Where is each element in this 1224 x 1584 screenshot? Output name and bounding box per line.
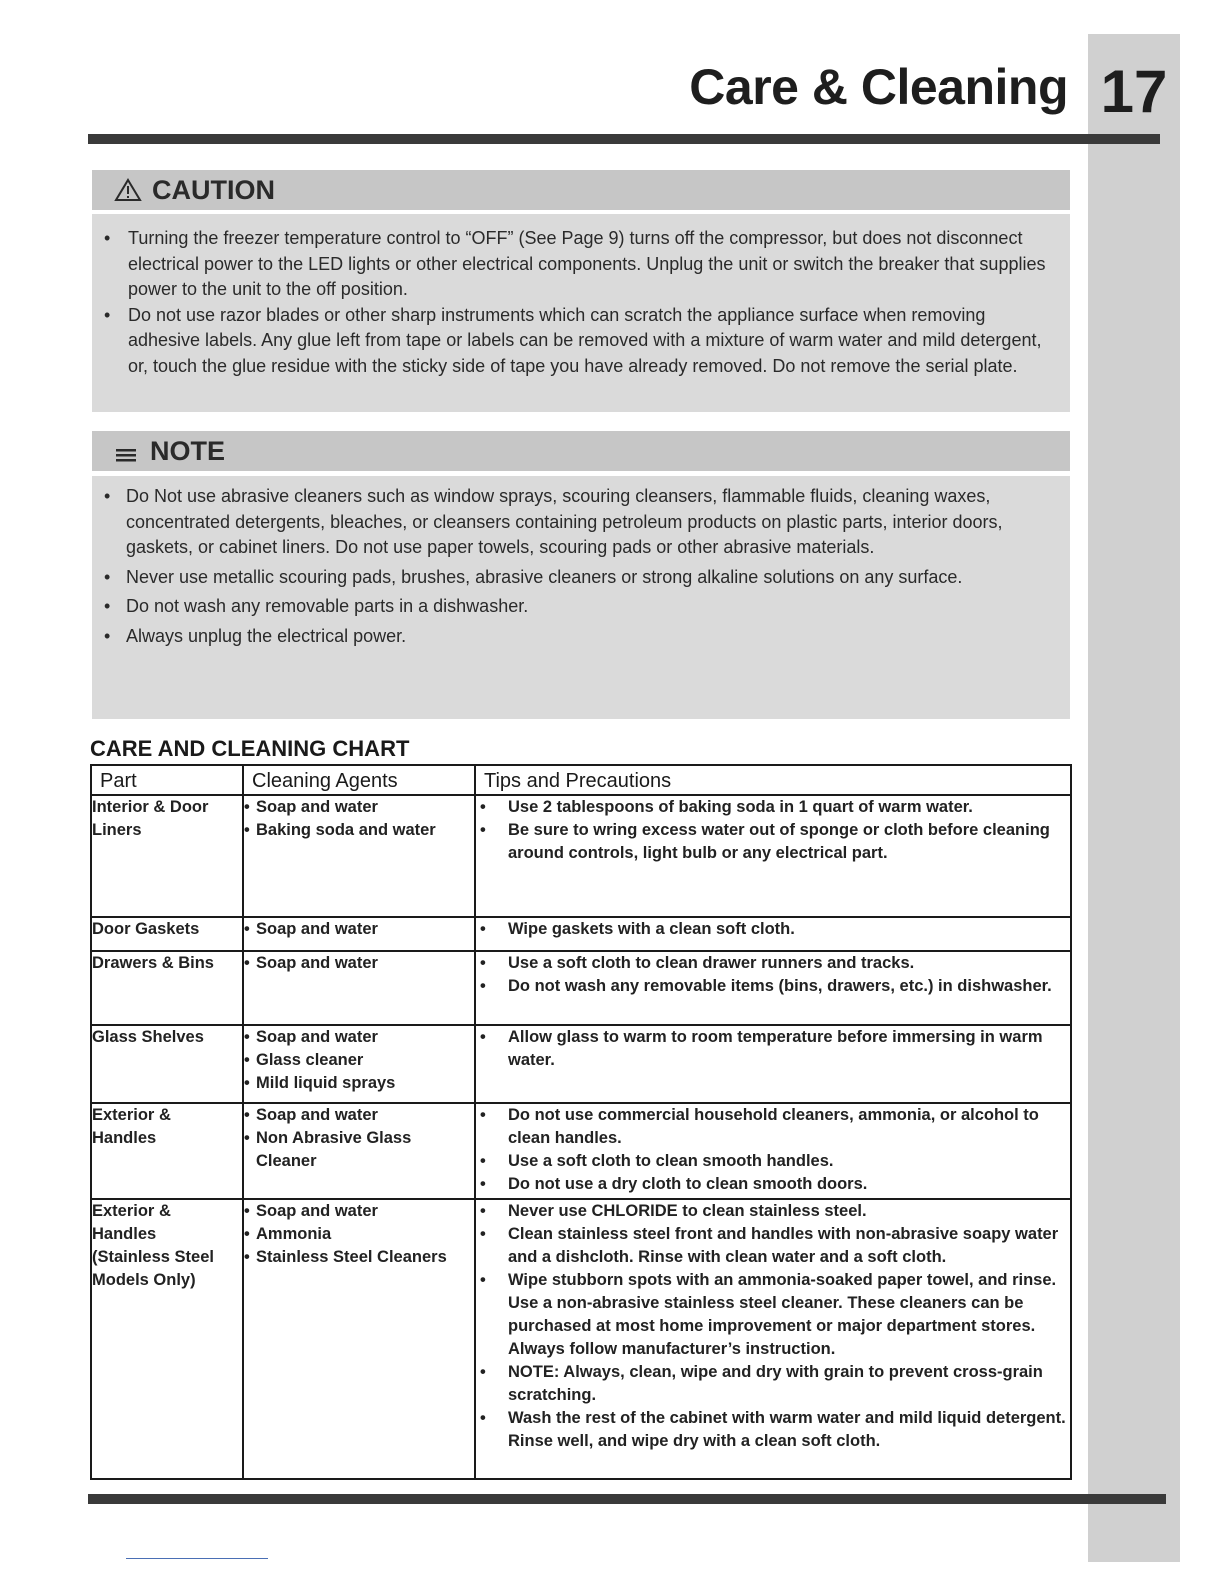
tips-cell — [475, 951, 1071, 1025]
part-line: Door Gaskets — [92, 920, 200, 938]
part-cell — [91, 1199, 243, 1479]
agent-item: • Mild liquid sprays — [244, 1072, 474, 1095]
agents-cell — [243, 1199, 475, 1479]
table-row — [91, 1199, 1071, 1479]
agent-item: • Baking soda and water — [244, 819, 474, 842]
page-title: Care & Cleaning — [689, 59, 1068, 115]
agent-item: • Soap and water — [244, 918, 474, 941]
footer-link-line — [126, 1558, 268, 1559]
agents-cell — [243, 951, 475, 1025]
agents-cell — [243, 917, 475, 951]
caution-header — [92, 170, 1070, 210]
header-rule — [88, 134, 1160, 144]
part-line: Models Only) — [92, 1271, 196, 1289]
tip-item: • Never use CHLORIDE to clean stainless steel. — [476, 1200, 1070, 1223]
agent-item: • Ammonia — [244, 1223, 474, 1246]
agent-item: • Glass cleaner — [244, 1049, 474, 1072]
part-cell — [91, 1103, 243, 1199]
part-line: Interior & Door — [92, 798, 209, 816]
table-header-row — [91, 765, 1071, 795]
agents-cell — [243, 1103, 475, 1199]
tip-item: • NOTE: Always, clean, wipe and dry with grain to prevent cross-grain scratching. — [476, 1361, 1070, 1407]
table-row — [91, 795, 1071, 917]
table-row — [91, 917, 1071, 951]
part-cell — [91, 795, 243, 917]
tip-item: • Use 2 tablespoons of baking soda in 1 quart of warm water. — [476, 796, 1070, 819]
note-heading: NOTE — [150, 435, 226, 466]
table-row — [91, 1103, 1071, 1199]
part-line: Handles — [92, 1225, 157, 1243]
column-header-part: Part — [91, 765, 243, 795]
tips-cell — [475, 1199, 1071, 1479]
agents-cell — [243, 795, 475, 917]
agent-item: • Soap and water — [244, 796, 474, 819]
note-item: • Always unplug the electrical power. — [100, 624, 1060, 650]
chart-title: CARE AND CLEANING CHART — [90, 736, 410, 761]
part-line: Exterior & — [92, 1202, 171, 1220]
tips-cell — [475, 795, 1071, 917]
part-cell — [91, 917, 243, 951]
agent-item: • Soap and water — [244, 1104, 474, 1127]
agents-cell — [243, 1025, 475, 1103]
part-line: Glass Shelves — [92, 1028, 204, 1046]
part-cell — [91, 1025, 243, 1103]
page-number: 17 — [1100, 58, 1168, 125]
tip-item: • Be sure to wring excess water out of sponge or cloth before cleaning around controls, light bulb or any electrical part. — [476, 819, 1070, 865]
tip-item: • Wipe gaskets with a clean soft cloth. — [476, 918, 1070, 941]
warning-triangle-icon — [114, 178, 142, 202]
part-line: (Stainless Steel — [92, 1248, 214, 1266]
tip-item: • Use a soft cloth to clean drawer runners and tracks. — [476, 952, 1070, 975]
caution-item: • Do not use razor blades or other sharp instruments which can scratch the appliance surface when removing adhesive labels. Any glue left from tape or labels can be removed with a mixture of warm water and mild detergent, or, touch the glue residue with the sticky side of tape you have already removed. Do not remove the serial plate. — [100, 303, 1060, 380]
tips-cell — [475, 1025, 1071, 1103]
note-lines-icon — [114, 441, 140, 461]
part-line: Drawers & Bins — [92, 954, 214, 972]
note-panel — [92, 476, 1070, 719]
part-line: Handles — [92, 1129, 157, 1147]
part-line: Liners — [92, 821, 142, 839]
note-header — [92, 431, 1070, 471]
tip-item: • Use a soft cloth to clean smooth handles. — [476, 1150, 1070, 1173]
note-item: • Never use metallic scouring pads, brushes, abrasive cleaners or strong alkaline solutions on any surface. — [100, 565, 1060, 591]
agent-item: • Non Abrasive Glass Cleaner — [244, 1127, 474, 1173]
note-item: • Do Not use abrasive cleaners such as window sprays, scouring cleansers, flammable fluids, cleaning waxes, concentrated detergents, bleaches, or cleansers containing petroleum products on plastic parts, interior doors, gaskets, or cabinet liners. Do not use paper towels, scouring pads or other abrasive materials. — [100, 484, 1060, 561]
side-tab-strip — [1088, 34, 1180, 1562]
tip-item: • Wash the rest of the cabinet with warm water and mild liquid detergent. Rinse well, and wipe dry with a clean soft cloth. — [476, 1407, 1070, 1453]
column-header-tips: Tips and Precautions — [475, 765, 1071, 795]
agent-item: • Stainless Steel Cleaners — [244, 1246, 474, 1269]
note-item: • Do not wash any removable parts in a dishwasher. — [100, 594, 1060, 620]
agent-item: • Soap and water — [244, 1200, 474, 1223]
part-cell — [91, 951, 243, 1025]
part-line: Exterior & — [92, 1106, 171, 1124]
caution-item: • Turning the freezer temperature control to “OFF” (See Page 9) turns off the compressor, but does not disconnect electrical power to the LED lights or other electrical components. Unplug the unit or switch the breaker that supplies power to the unit to the off position. — [100, 226, 1060, 303]
agent-item: • Soap and water — [244, 952, 474, 975]
agent-item: • Soap and water — [244, 1026, 474, 1049]
tip-item: • Wipe stubborn spots with an ammonia-soaked paper towel, and rinse. Use a non-abrasive stainless steel cleaner. These cleaners can be purchased at most home improvement or major department stores. Always follow manufacturer’s instruction. — [476, 1269, 1070, 1361]
table-row — [91, 1025, 1071, 1103]
tip-item: • Do not wash any removable items (bins, drawers, etc.) in dishwasher. — [476, 975, 1070, 998]
caution-heading: CAUTION — [152, 174, 275, 205]
care-cleaning-table — [90, 764, 1072, 1480]
tip-item: • Clean stainless steel front and handles with non-abrasive soapy water and a dishcloth. Rinse with clean water and a soft cloth. — [476, 1223, 1070, 1269]
column-header-agents: Cleaning Agents — [243, 765, 475, 795]
tip-item: • Do not use a dry cloth to clean smooth doors. — [476, 1173, 1070, 1196]
tip-item: • Allow glass to warm to room temperature before immersing in warm water. — [476, 1026, 1070, 1072]
footer-rule — [88, 1494, 1166, 1504]
caution-panel — [92, 214, 1070, 412]
tip-item: • Do not use commercial household cleaners, ammonia, or alcohol to clean handles. — [476, 1104, 1070, 1150]
table-row — [91, 951, 1071, 1025]
tips-cell — [475, 1103, 1071, 1199]
tips-cell — [475, 917, 1071, 951]
